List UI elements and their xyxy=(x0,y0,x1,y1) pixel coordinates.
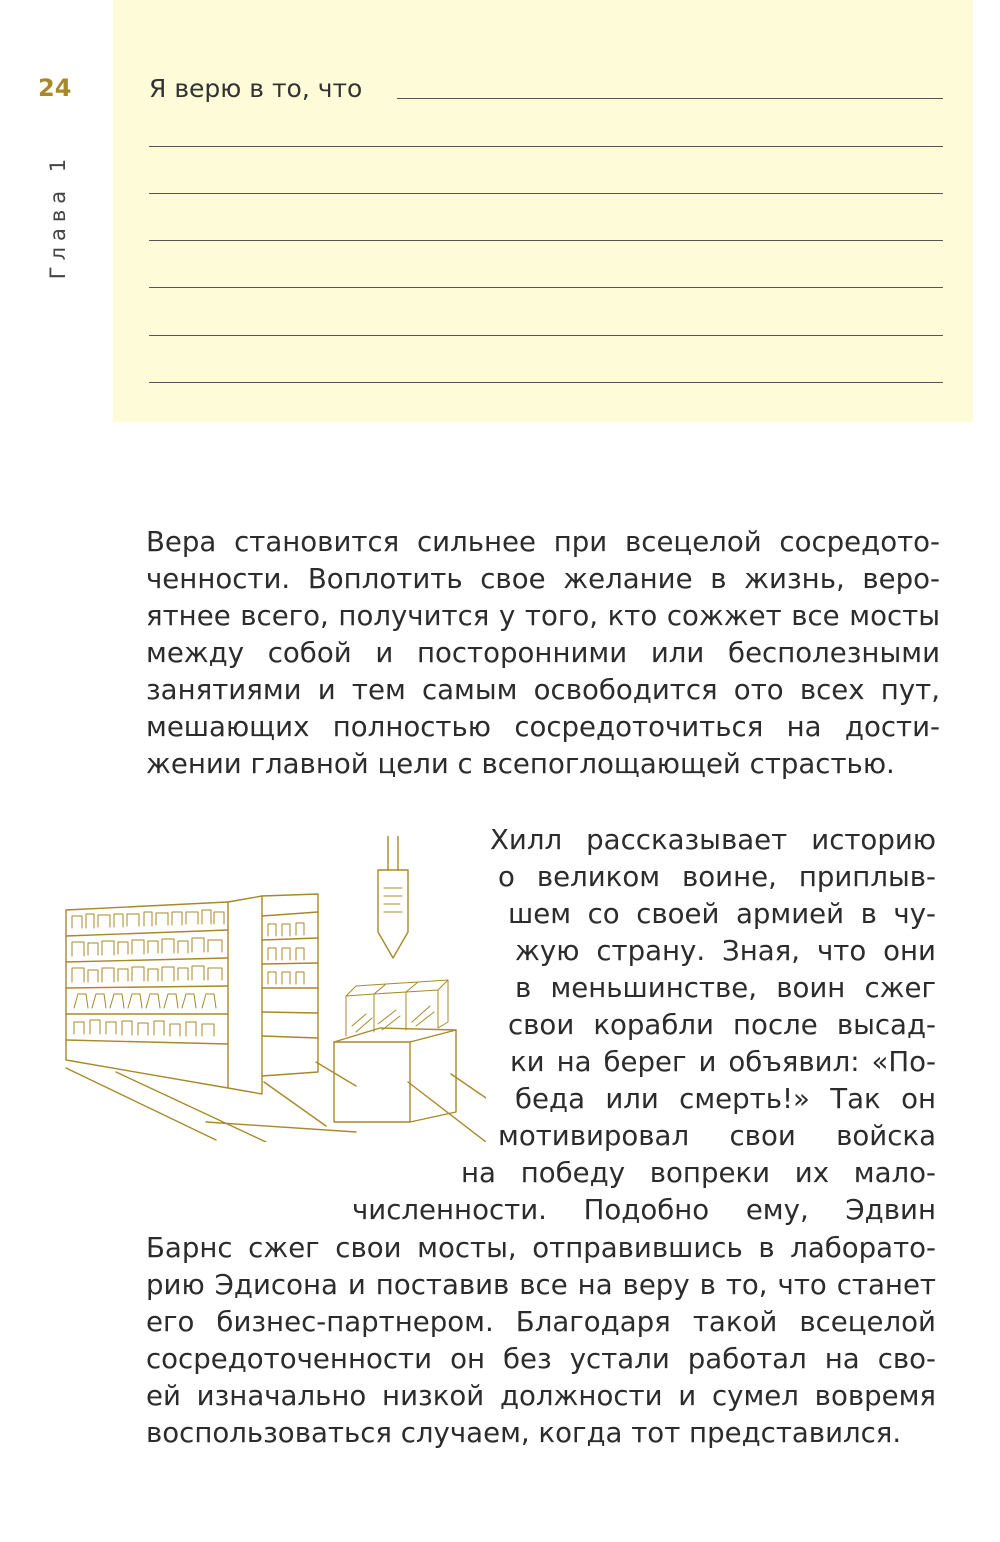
floor-line xyxy=(116,1072,266,1142)
shelf-board xyxy=(66,958,228,962)
shelf-side xyxy=(228,896,262,1094)
text-line: Вера становится сильнее при всецелой сосредото- xyxy=(146,525,940,558)
display-counter xyxy=(410,1030,456,1122)
write-line[interactable] xyxy=(149,146,943,147)
write-line[interactable] xyxy=(149,382,943,383)
chapter-label: Глава 1 xyxy=(46,152,70,280)
shelf-board xyxy=(66,986,228,988)
text-line: занятиями и тем самым освободится ото всех пут, xyxy=(146,673,940,706)
text-line: жении главной цели с всепоглощающей страстью. xyxy=(146,747,895,780)
write-line[interactable] xyxy=(149,240,943,241)
paragraph-faith xyxy=(146,523,940,782)
paragraph-story-full xyxy=(146,1229,936,1451)
exercise-prompt: Я верю в то, что xyxy=(149,74,363,103)
floor-line xyxy=(408,1082,486,1142)
text-line: мотивировал свои войска xyxy=(498,1119,936,1152)
page-number: 24 xyxy=(38,74,72,102)
floor-line xyxy=(316,1062,356,1086)
display-counter xyxy=(334,1042,410,1122)
text-line: жую страну. Зная, что они xyxy=(515,934,936,967)
text-line: Барнс сжег свои мосты, отправившись в лаборато- xyxy=(146,1231,936,1264)
text-line: свои корабли после высад- xyxy=(508,1008,936,1041)
exercise-box xyxy=(113,0,973,422)
write-line[interactable] xyxy=(149,193,943,194)
sign-text-lines xyxy=(384,888,402,912)
write-line[interactable] xyxy=(149,287,943,288)
text-line: беда или смерть!» Так он xyxy=(515,1082,936,1115)
products xyxy=(72,910,224,1036)
text-line: его бизнес-партнером. Благодаря такой всецелой xyxy=(146,1305,936,1338)
text-line: шем со своей армией в чу- xyxy=(508,897,936,930)
text-line: ки на берег и объявил: «По- xyxy=(510,1045,936,1078)
sign-pole xyxy=(388,836,398,870)
text-line: о великом воине, приплыв- xyxy=(498,860,936,893)
floor-line xyxy=(206,1122,356,1132)
write-line[interactable] xyxy=(397,98,943,99)
text-line: воспользоваться случаем, когда тот представился. xyxy=(146,1416,902,1449)
ceiling-line xyxy=(262,894,318,912)
hanging-sign xyxy=(378,870,408,958)
shelf-board xyxy=(66,930,228,936)
write-line[interactable] xyxy=(149,335,943,336)
text-line: в меньшинстве, воин сжег xyxy=(515,971,936,1004)
shelf-unit-back xyxy=(262,912,318,1076)
text-line: мешающих полностью сосредоточиться на дости- xyxy=(146,710,940,743)
text-line: численности. Подобно ему, Эдвин xyxy=(352,1193,936,1226)
floor-line xyxy=(66,1068,216,1140)
supermarket-shelves-illustration xyxy=(56,836,486,1142)
products xyxy=(268,923,304,984)
text-line: сосредоточенности он без устали работал на сво- xyxy=(146,1342,936,1375)
text-line: Хилл рассказывает историю xyxy=(490,823,936,856)
shelf-board xyxy=(66,1040,228,1044)
text-line: между собой и посторонними или бесполезными xyxy=(146,636,940,669)
text-line: на победу вопреки их мало- xyxy=(461,1156,936,1189)
text-line: ятнее всего, получится у того, кто сожжет все мосты xyxy=(146,599,940,632)
text-line: рию Эдисона и поставив все на веру в то, что станет xyxy=(146,1268,936,1301)
text-line: ей изначально низкой должности и сумел вовремя xyxy=(146,1379,936,1412)
text-line: ченности. Воплотить свое желание в жизнь, веро- xyxy=(146,562,940,595)
floor-line xyxy=(264,1082,326,1126)
shelf-unit-left xyxy=(66,902,228,1088)
